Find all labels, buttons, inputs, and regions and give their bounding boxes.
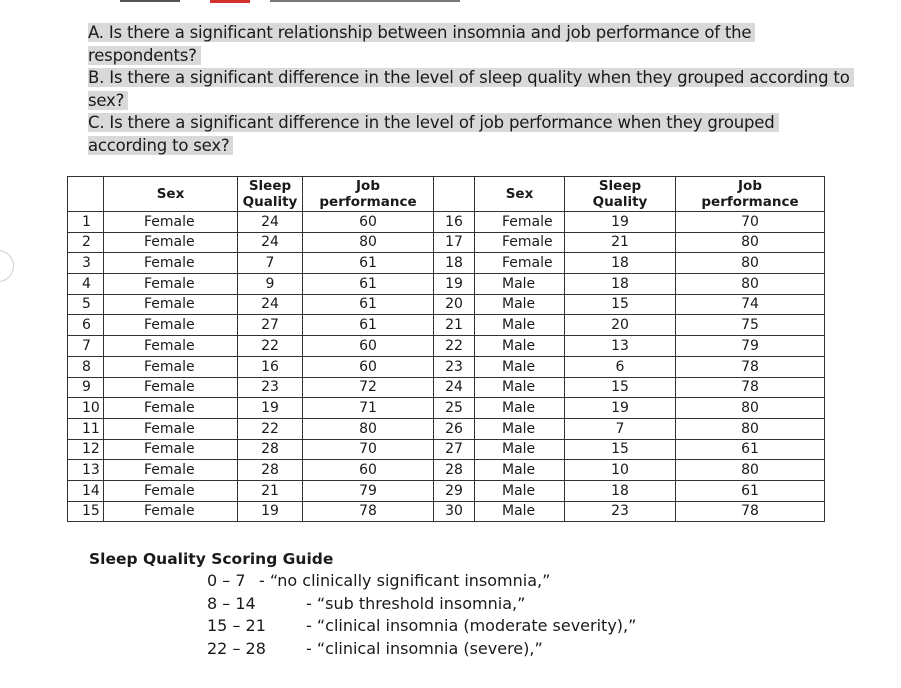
table-row xyxy=(68,294,825,315)
job-performance-cell: 70 xyxy=(303,439,434,460)
sleep-quality-cell: 27 xyxy=(238,315,303,336)
table-row xyxy=(68,336,825,357)
job-performance-cell: 80 xyxy=(676,274,825,295)
sleep-quality-cell: 18 xyxy=(565,274,676,295)
table-row xyxy=(68,377,825,398)
job-performance-cell: 79 xyxy=(676,336,825,357)
page-edge-circle xyxy=(0,250,14,282)
row-number-cell: 18 xyxy=(434,253,475,274)
row-number-cell: 16 xyxy=(434,212,475,233)
row-number-cell: 19 xyxy=(434,274,475,295)
job-performance-cell: 80 xyxy=(676,418,825,439)
job-performance-cell: 70 xyxy=(676,212,825,233)
job-performance-cell: 80 xyxy=(303,232,434,253)
guide-range: 0 – 7 xyxy=(207,571,246,590)
guide-description: - “clinical insomnia (severe),” xyxy=(306,638,543,658)
row-number-cell: 27 xyxy=(434,439,475,460)
sleep-quality-cell: 15 xyxy=(565,377,676,398)
sex-cell: Female xyxy=(104,212,238,233)
job-performance-cell: 80 xyxy=(676,398,825,419)
job-performance-cell: 78 xyxy=(676,377,825,398)
table-row xyxy=(68,480,825,501)
scoring-guide-title: Sleep Quality Scoring Guide xyxy=(89,550,334,568)
sleep-quality-cell: 6 xyxy=(565,356,676,377)
row-number-cell: 20 xyxy=(434,294,475,315)
job-performance-cell: 60 xyxy=(303,336,434,357)
guide-row xyxy=(89,570,789,593)
sex-cell: Male xyxy=(475,315,565,336)
job-performance-cell: 80 xyxy=(676,253,825,274)
row-number-cell: 2 xyxy=(68,232,104,253)
sex-cell: Female xyxy=(104,232,238,253)
question-c-line-2: according to sex? xyxy=(88,136,233,155)
job-performance-cell: 78 xyxy=(303,501,434,522)
job-performance-cell: 60 xyxy=(303,356,434,377)
job-performance-cell: 74 xyxy=(676,294,825,315)
header-sleep-left: Sleep Quality xyxy=(238,177,303,212)
job-performance-cell: 75 xyxy=(676,315,825,336)
row-number-cell: 13 xyxy=(68,460,104,481)
guide-description: - “clinical insomnia (moderate severity),” xyxy=(306,616,637,636)
sleep-quality-cell: 24 xyxy=(238,212,303,233)
row-number-cell: 22 xyxy=(434,336,475,357)
header-job-left: Job performance xyxy=(303,177,434,212)
question-a-line-1: A. Is there a significant relationship between insomnia and job performance of the xyxy=(88,23,755,42)
sex-cell: Female xyxy=(104,398,238,419)
row-number-cell: 10 xyxy=(68,398,104,419)
guide-range: 15 – 21 xyxy=(207,616,266,636)
guide-row xyxy=(89,593,789,616)
sex-cell: Female xyxy=(104,439,238,460)
table-row xyxy=(68,253,825,274)
sleep-quality-cell: 19 xyxy=(238,501,303,522)
row-number-cell: 9 xyxy=(68,377,104,398)
sex-cell: Female xyxy=(104,253,238,274)
table-row xyxy=(68,212,825,233)
question-a xyxy=(88,22,858,67)
sleep-quality-cell: 9 xyxy=(238,274,303,295)
sleep-quality-cell: 15 xyxy=(565,294,676,315)
sex-cell: Female xyxy=(475,232,565,253)
header-sex-right: Sex xyxy=(475,177,565,212)
question-a-line-2: respondents? xyxy=(88,46,201,65)
job-performance-cell: 61 xyxy=(303,274,434,295)
job-performance-cell: 72 xyxy=(303,377,434,398)
top-cropped-strip xyxy=(0,0,901,6)
table-row xyxy=(68,356,825,377)
job-performance-cell: 60 xyxy=(303,460,434,481)
sleep-quality-cell: 21 xyxy=(238,480,303,501)
sex-cell: Male xyxy=(475,501,565,522)
row-number-cell: 14 xyxy=(68,480,104,501)
row-number-cell: 12 xyxy=(68,439,104,460)
sex-cell: Male xyxy=(475,398,565,419)
table-row xyxy=(68,501,825,522)
job-performance-cell: 79 xyxy=(303,480,434,501)
sex-cell: Female xyxy=(104,294,238,315)
sleep-quality-cell: 19 xyxy=(565,398,676,419)
sex-cell: Male xyxy=(475,377,565,398)
sleep-quality-cell: 16 xyxy=(238,356,303,377)
sleep-quality-cell: 19 xyxy=(565,212,676,233)
table-row xyxy=(68,315,825,336)
sleep-quality-cell: 28 xyxy=(238,460,303,481)
sleep-quality-cell: 21 xyxy=(565,232,676,253)
job-performance-cell: 80 xyxy=(676,232,825,253)
sex-cell: Male xyxy=(475,336,565,357)
sex-cell: Female xyxy=(104,274,238,295)
row-number-cell: 28 xyxy=(434,460,475,481)
row-number-cell: 6 xyxy=(68,315,104,336)
sleep-quality-cell: 7 xyxy=(565,418,676,439)
table-row xyxy=(68,232,825,253)
sex-cell: Male xyxy=(475,274,565,295)
question-c-line-1: C. Is there a significant difference in the level of job performance when they grouped xyxy=(88,113,779,132)
sleep-quality-cell: 24 xyxy=(238,294,303,315)
job-performance-cell: 80 xyxy=(303,418,434,439)
table-row xyxy=(68,398,825,419)
sex-cell: Male xyxy=(475,460,565,481)
sex-cell: Female xyxy=(104,377,238,398)
row-number-cell: 7 xyxy=(68,336,104,357)
header-sleep-right: Sleep Quality xyxy=(565,177,676,212)
sex-cell: Female xyxy=(104,336,238,357)
row-number-cell: 11 xyxy=(68,418,104,439)
sex-cell: Female xyxy=(104,480,238,501)
sleep-quality-cell: 23 xyxy=(238,377,303,398)
sleep-quality-cell: 18 xyxy=(565,253,676,274)
sleep-quality-cell: 23 xyxy=(565,501,676,522)
sleep-quality-cell: 20 xyxy=(565,315,676,336)
job-performance-cell: 61 xyxy=(676,480,825,501)
cropped-text-fragment xyxy=(120,0,180,2)
header-sex-left: Sex xyxy=(104,177,238,212)
sex-cell: Female xyxy=(475,253,565,274)
respondents-table xyxy=(67,176,825,522)
sleep-quality-cell: 10 xyxy=(565,460,676,481)
row-number-cell: 26 xyxy=(434,418,475,439)
sleep-quality-cell: 7 xyxy=(238,253,303,274)
sex-cell: Female xyxy=(475,212,565,233)
job-performance-cell: 80 xyxy=(676,460,825,481)
guide-range: 22 – 28 xyxy=(207,638,266,658)
row-number-cell: 23 xyxy=(434,356,475,377)
table-header-row xyxy=(68,177,825,212)
guide-range: 8 – 14 xyxy=(207,593,256,613)
row-number-cell: 17 xyxy=(434,232,475,253)
sleep-quality-cell: 24 xyxy=(238,232,303,253)
table-row xyxy=(68,439,825,460)
guide-row xyxy=(89,615,789,638)
sex-cell: Female xyxy=(104,418,238,439)
row-number-cell: 29 xyxy=(434,480,475,501)
header-no-right xyxy=(434,177,475,212)
row-number-cell: 8 xyxy=(68,356,104,377)
question-b-line-2: sex? xyxy=(88,91,128,110)
row-number-cell: 3 xyxy=(68,253,104,274)
sex-cell: Female xyxy=(104,501,238,522)
row-number-cell: 25 xyxy=(434,398,475,419)
job-performance-cell: 61 xyxy=(303,294,434,315)
sex-cell: Male xyxy=(475,480,565,501)
sex-cell: Male xyxy=(475,356,565,377)
table-row xyxy=(68,274,825,295)
sleep-quality-cell: 15 xyxy=(565,439,676,460)
header-job-right: Job performance xyxy=(676,177,825,212)
row-number-cell: 1 xyxy=(68,212,104,233)
sex-cell: Male xyxy=(475,294,565,315)
sex-cell: Female xyxy=(104,460,238,481)
job-performance-cell: 61 xyxy=(676,439,825,460)
row-number-cell: 5 xyxy=(68,294,104,315)
sex-cell: Male xyxy=(475,418,565,439)
question-c xyxy=(88,112,858,157)
sleep-quality-cell: 18 xyxy=(565,480,676,501)
table-row xyxy=(68,418,825,439)
row-number-cell: 24 xyxy=(434,377,475,398)
job-performance-cell: 61 xyxy=(303,253,434,274)
job-performance-cell: 78 xyxy=(676,501,825,522)
sleep-quality-cell: 22 xyxy=(238,418,303,439)
job-performance-cell: 60 xyxy=(303,212,434,233)
row-number-cell: 21 xyxy=(434,315,475,336)
sleep-quality-cell: 28 xyxy=(238,439,303,460)
job-performance-cell: 71 xyxy=(303,398,434,419)
job-performance-cell: 61 xyxy=(303,315,434,336)
question-b xyxy=(88,67,858,112)
sex-cell: Female xyxy=(104,315,238,336)
sex-cell: Male xyxy=(475,439,565,460)
sleep-quality-cell: 19 xyxy=(238,398,303,419)
row-number-cell: 30 xyxy=(434,501,475,522)
job-performance-cell: 78 xyxy=(676,356,825,377)
guide-description: - “no clinically significant insomnia,” xyxy=(259,571,551,590)
header-no-left xyxy=(68,177,104,212)
sleep-quality-cell: 13 xyxy=(565,336,676,357)
sleep-quality-cell: 22 xyxy=(238,336,303,357)
guide-description: - “sub threshold insomnia,” xyxy=(306,593,526,613)
row-number-cell: 4 xyxy=(68,274,104,295)
table-row xyxy=(68,460,825,481)
cropped-text-fragment xyxy=(270,0,460,2)
question-b-line-1: B. Is there a significant difference in the level of sleep quality when they grouped according to xyxy=(88,68,854,87)
row-number-cell: 15 xyxy=(68,501,104,522)
scoring-guide xyxy=(89,548,789,660)
sex-cell: Female xyxy=(104,356,238,377)
research-questions xyxy=(88,22,858,158)
cropped-red-mark xyxy=(210,0,250,3)
guide-row xyxy=(89,638,789,661)
